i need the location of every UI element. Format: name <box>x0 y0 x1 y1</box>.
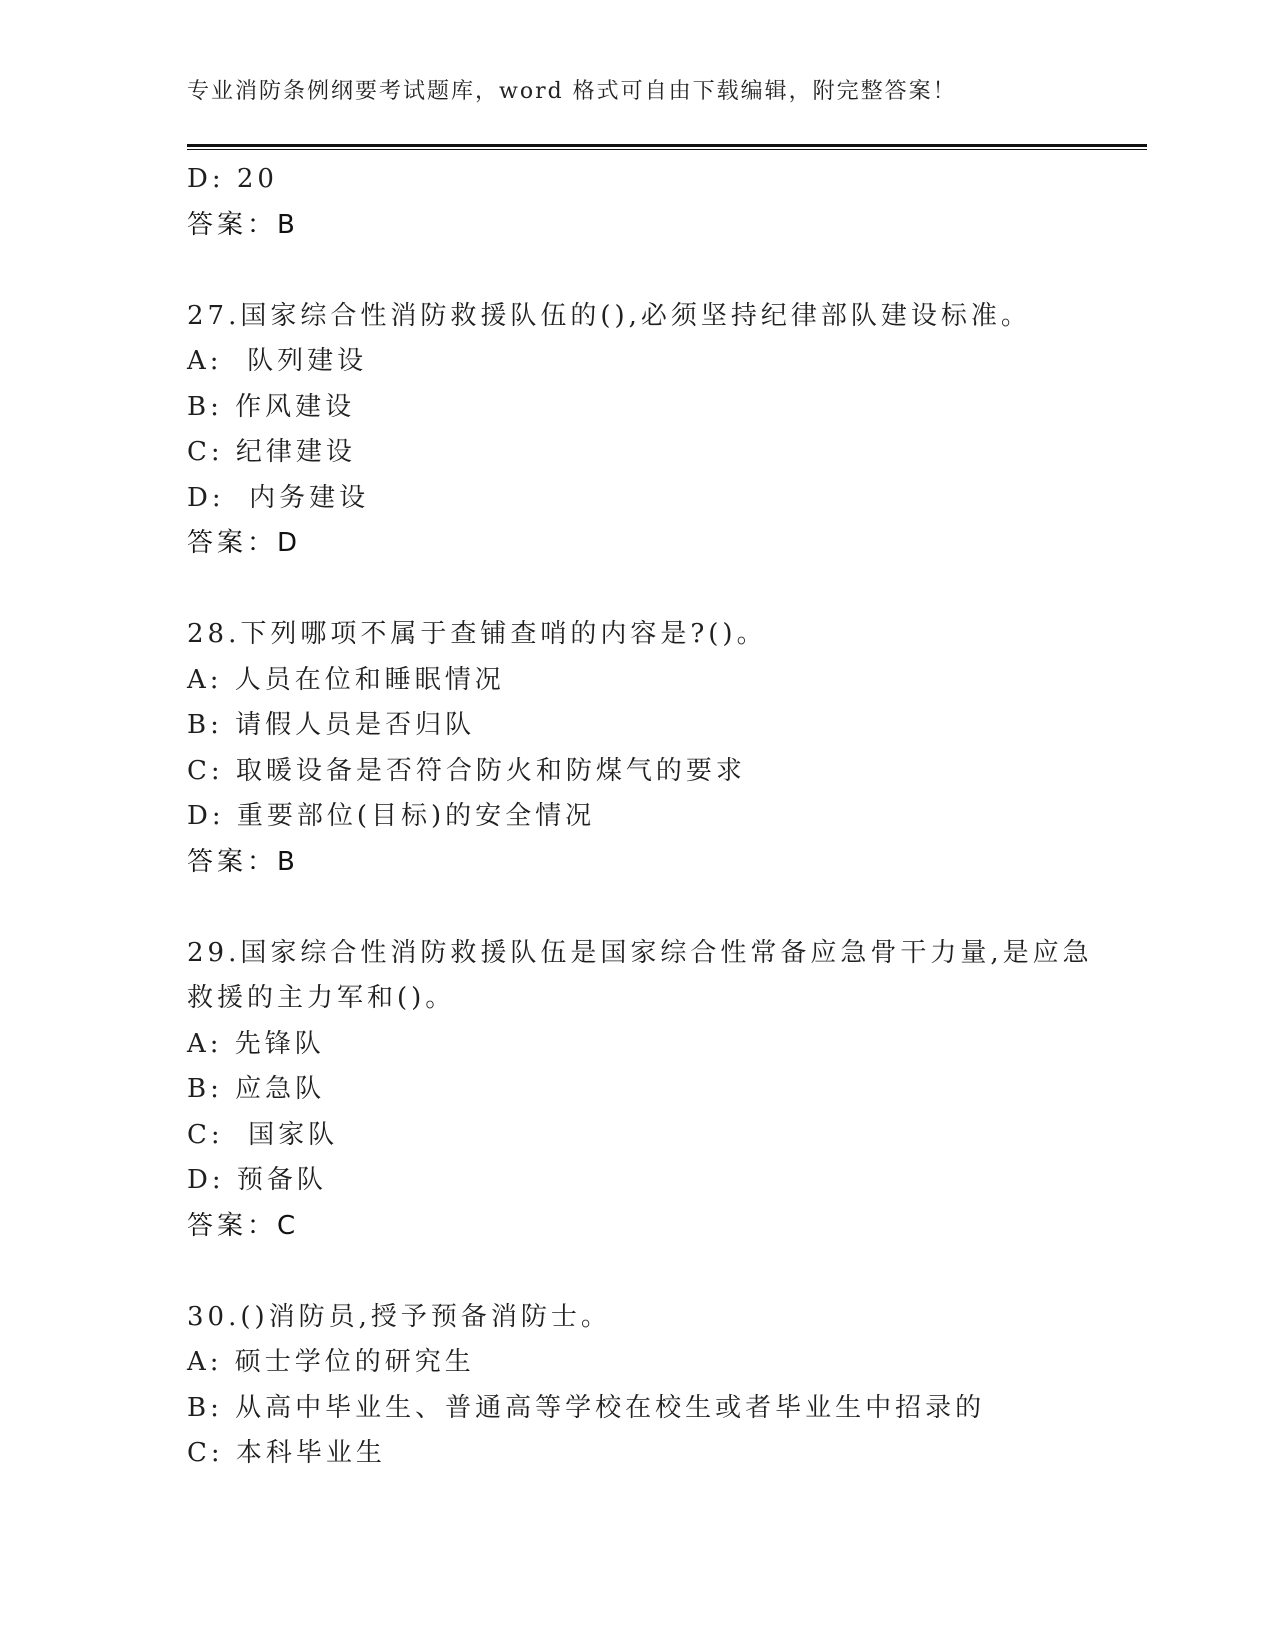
answer: 答案：B <box>187 846 299 877</box>
option-c: C: 纪律建设 <box>187 437 356 467</box>
answer: 答案：D <box>187 528 302 558</box>
question-stem: 28.下列哪项不属于查铺查哨的内容是?()。 <box>187 619 767 649</box>
option-d: D: 内务建设 <box>187 482 370 513</box>
question-stem: 29.国家综合性消防救援队伍是国家综合性常备应急骨干力量,是应急 <box>187 937 1093 968</box>
spacer <box>187 885 1147 931</box>
option-a: A: 硕士学位的研究生 <box>187 1347 475 1377</box>
option-d: D: 重要部位(目标)的安全情况 <box>187 801 596 831</box>
question-stem: 27.国家综合性消防救援队伍的(),必须坚持纪律部队建设标准。 <box>187 300 1031 331</box>
option-a: A: 队列建设 <box>187 346 368 376</box>
spacer <box>187 1249 1147 1295</box>
option-b: B: 从高中毕业生、普通高等学校在校生或者毕业生中招录的 <box>187 1392 986 1423</box>
question-stem-cont: 救援的主力军和()。 <box>187 983 456 1013</box>
question-list <box>187 157 1147 1477</box>
option-c: C: 取暖设备是否符合防火和防煤气的要求 <box>187 755 746 786</box>
option-c: C: 本科毕业生 <box>187 1438 386 1468</box>
header-rule-thin <box>187 149 1147 150</box>
option-d: D: 预备队 <box>187 1165 327 1195</box>
answer: 答案：B <box>187 209 299 240</box>
option-b: B: 请假人员是否归队 <box>187 710 476 740</box>
option-a: A: 人员在位和睡眠情况 <box>187 664 505 695</box>
option-a: A: 先锋队 <box>187 1028 325 1059</box>
page-header: 专业消防条例纲要考试题库，word 格式可自由下载编辑，附完整答案！ <box>187 79 957 104</box>
option-d: D: 20 <box>187 164 278 194</box>
option-b: B: 作风建设 <box>187 391 356 422</box>
header-rule-thick <box>187 144 1147 147</box>
spacer <box>187 248 1147 294</box>
question-stem: 30.()消防员,授予预备消防士。 <box>187 1301 611 1332</box>
answer: 答案：C <box>187 1210 300 1241</box>
spacer <box>187 567 1147 613</box>
option-c: C: 国家队 <box>187 1119 339 1150</box>
option-b: B: 应急队 <box>187 1074 326 1104</box>
